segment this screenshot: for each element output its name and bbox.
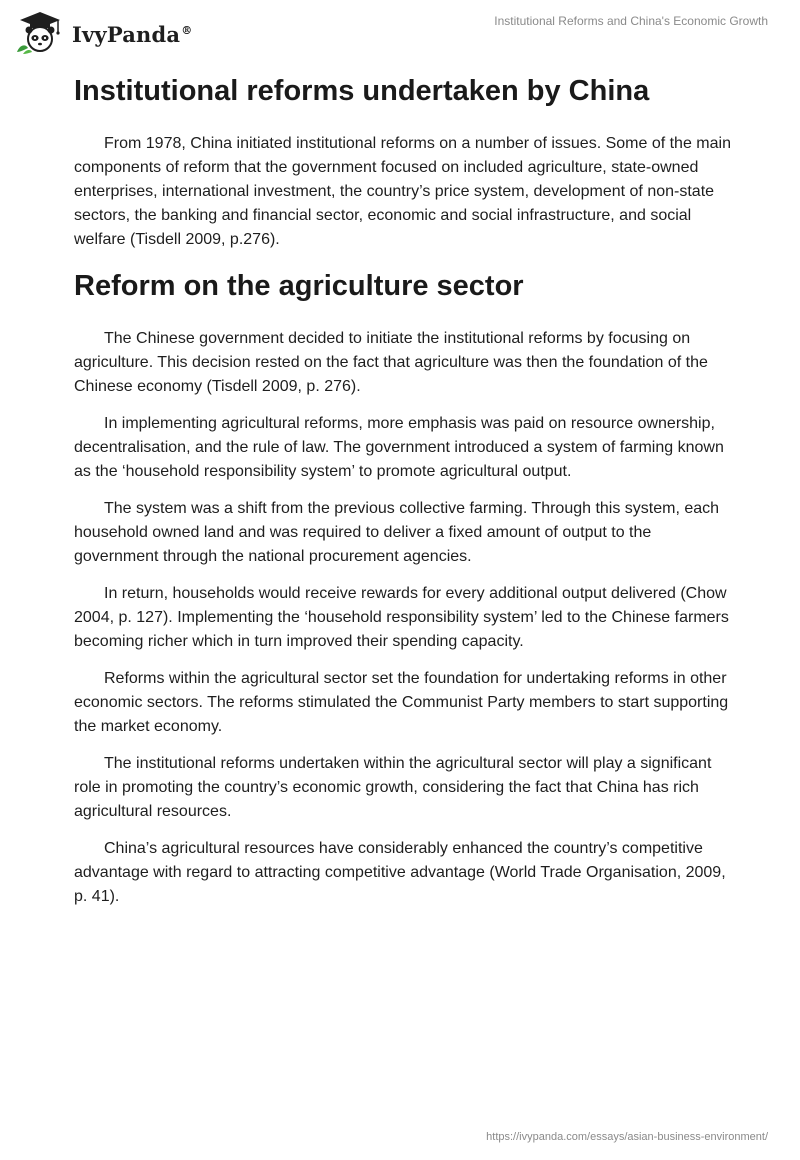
paragraph: The Chinese government decided to initiate the institutional reforms by focusing on agriculture. This decision rested on the fact that agriculture was then the foundation of the Chinese economy (Tisdell 2009, p. 276).: [74, 330, 708, 395]
ivypanda-logo[interactable]: [14, 8, 192, 56]
brand-name: IvyPanda®: [72, 21, 193, 47]
paragraph: The system was a shift from the previous collective farming. Through this system, each household owned land and was required to deliver a fixed amount of output to the government through the national procurement agencies.: [74, 500, 720, 565]
paragraph: The institutional reforms undertaken within the agricultural sector will play a significant role in promoting the country’s economic growth, considering the fact that China has rich agricultural resources.: [74, 755, 712, 820]
section-heading-agriculture-reform: Reform on the agriculture sector: [74, 270, 524, 302]
section-heading-institutional-reforms: Institutional reforms undertaken by China: [74, 75, 650, 107]
paragraph: Reforms within the agricultural sector set the foundation for undertaking reforms in other economic sectors. The reforms stimulated the Communist Party members to start supporting the market economy.: [74, 670, 729, 735]
running-title: Institutional Reforms and China's Economic Growth: [494, 14, 768, 28]
paragraph: From 1978, China initiated institutional reforms on a number of issues. Some of the main components of reform that the government focused on included agriculture, state-owned enterprises, international investment, the country’s price system, development of non-state sectors, the banking and financial sector, economic and social infrastructure, and social welfare (Tisdell 2009, p.276).: [74, 135, 731, 248]
page-header: [0, 0, 800, 60]
paragraph: In implementing agricultural reforms, more emphasis was paid on resource ownership, decentralisation, and the rule of law. The government introduced a system of farming known as the ‘household responsibility system’ to promote agricultural output.: [74, 415, 724, 480]
paragraph: China’s agricultural resources have considerably enhanced the country’s competitive advantage with regard to attracting competitive advantage (World Trade Organisation, 2009, p. 41).: [74, 840, 726, 905]
essay-body: [74, 70, 734, 922]
source-url-link[interactable]: https://ivypanda.com/essays/asian-business-environment/: [486, 1131, 768, 1143]
panda-graduate-icon: [14, 8, 66, 56]
paragraph: In return, households would receive rewards for every additional output delivered (Chow 2004, p. 127). Implementing the ‘household responsibility system’ led to the Chinese farmers becoming richer which in turn improved their spending capacity.: [74, 585, 729, 650]
